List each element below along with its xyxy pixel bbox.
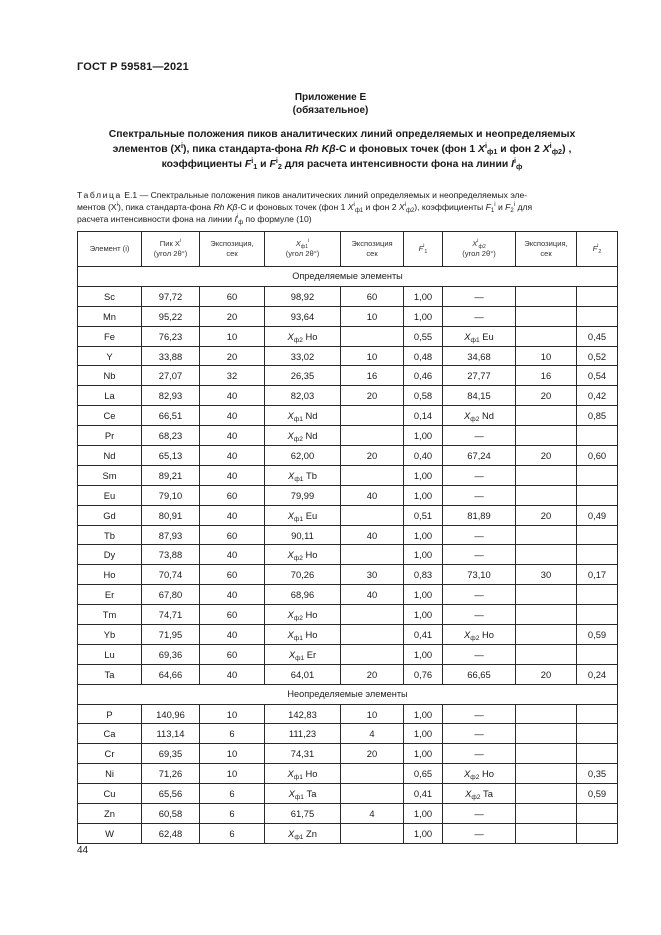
table-cell: 0,65 [404, 764, 443, 784]
caption-line-2: ментов $(X^i)$, пика стандарта-фона Rh Kβ-C и фоновых точек (фон 1 $X^i_{ф1}$ и фон 2 $X^i_{ф2}$), коэффициенты $F_1^i$ и $F_2^i$ для [77, 202, 533, 214]
table-cell: 20 [341, 386, 404, 406]
table-cell: 1,00 [404, 485, 443, 505]
table-cell: 20 [516, 505, 577, 525]
table-cell: 20 [341, 744, 404, 764]
table-cell: 0,14 [404, 406, 443, 426]
table-cell: P [78, 704, 142, 724]
table-cell: — [443, 525, 516, 545]
table-cell: Cr [78, 744, 142, 764]
table-cell [577, 545, 618, 565]
table-cell: 0,58 [404, 386, 443, 406]
table-cell: 16 [341, 366, 404, 386]
table-row [78, 346, 618, 366]
table-cell: 1,00 [404, 585, 443, 605]
table-cell: 0,45 [577, 326, 618, 346]
table-cell: — [443, 485, 516, 505]
table-cell: 64,66 [142, 664, 200, 684]
table-cell: 82,03 [265, 386, 341, 406]
table-cell [516, 704, 577, 724]
table-cell [516, 426, 577, 446]
table-cell: 60 [200, 286, 265, 306]
table-cell [516, 525, 577, 545]
table-cell: 66,51 [142, 406, 200, 426]
table-row [78, 386, 618, 406]
table-cell: 111,23 [265, 724, 341, 744]
table-cell: 0,41 [404, 784, 443, 804]
table-cell: 1,00 [404, 644, 443, 664]
table-row [78, 764, 618, 784]
table-cell: 74,71 [142, 605, 200, 625]
table-cell: — [443, 704, 516, 724]
table-cell: 68,96 [265, 585, 341, 605]
table-cell: 82,93 [142, 386, 200, 406]
table-cell: — [443, 605, 516, 625]
table-cell [516, 823, 577, 843]
table-cell: 6 [200, 804, 265, 824]
table-cell: 70,26 [265, 565, 341, 585]
col-bg1: $X_{ф1}^i$ (угол 2θ°) [265, 232, 341, 267]
table-cell: 10 [516, 346, 577, 366]
table-cell: — [443, 426, 516, 446]
table-cell: 0,59 [577, 625, 618, 645]
appendix-heading [0, 91, 661, 117]
caption-line-3: расчета интенсивности фона на линии $I^i_ф$ по формуле (10) [77, 214, 312, 226]
table-cell: Nb [78, 366, 142, 386]
table-cell: $X_{ф1}$ Nd [265, 406, 341, 426]
col-bg2: $X^i_{ф2}$ (угол 2θ°) [443, 232, 516, 267]
table-cell: — [443, 823, 516, 843]
table-row [78, 286, 618, 306]
table-cell: Eu [78, 485, 142, 505]
table-cell: $X_{ф1}$ Ho [265, 764, 341, 784]
table-cell [516, 724, 577, 744]
table-cell: 74,31 [265, 744, 341, 764]
table-cell: — [443, 724, 516, 744]
table-cell: 32 [200, 366, 265, 386]
table-cell [341, 465, 404, 485]
table-cell: 81,89 [443, 505, 516, 525]
table-cell: 60 [341, 286, 404, 306]
table-cell: 60 [200, 644, 265, 664]
table-cell: 0,55 [404, 326, 443, 346]
table-cell [577, 804, 618, 824]
table-cell: 1,00 [404, 525, 443, 545]
table-cell: 10 [200, 764, 265, 784]
table-cell [516, 605, 577, 625]
table-cell: 79,99 [265, 485, 341, 505]
table-row [78, 625, 618, 645]
table-cell: 30 [341, 565, 404, 585]
table-cell [577, 605, 618, 625]
table-cell: 27,07 [142, 366, 200, 386]
table-row [78, 545, 618, 565]
table-cell: La [78, 386, 142, 406]
table-cell: 40 [200, 664, 265, 684]
table-cell: 1,00 [404, 426, 443, 446]
table-cell: 60 [200, 565, 265, 585]
table-cell: 60,58 [142, 804, 200, 824]
table-cell: 40 [200, 465, 265, 485]
table-cell: — [443, 465, 516, 485]
col-exposure-2: Экспозиция сек [341, 232, 404, 267]
table-caption [77, 189, 617, 225]
table-cell: — [443, 545, 516, 565]
table-row [78, 744, 618, 764]
table-cell: 10 [200, 326, 265, 346]
table-cell: 20 [341, 446, 404, 466]
table-cell: Ca [78, 724, 142, 744]
table-cell: 0,60 [577, 446, 618, 466]
table-cell [516, 286, 577, 306]
table-cell: $X_{ф2}$ Ho [265, 545, 341, 565]
table-row [78, 525, 618, 545]
table-cell: Tm [78, 605, 142, 625]
table-cell [341, 326, 404, 346]
table-cell: $X_{ф2}$ Ta [443, 784, 516, 804]
table-cell: Pr [78, 426, 142, 446]
table-cell: 33,02 [265, 346, 341, 366]
table-row [78, 823, 618, 843]
page-number: 44 [77, 845, 89, 856]
table-cell [516, 485, 577, 505]
table-cell [577, 585, 618, 605]
table-cell: 65,56 [142, 784, 200, 804]
table-cell: — [443, 644, 516, 664]
table-cell: 10 [341, 704, 404, 724]
col-f2: $F^i_2$ [577, 232, 618, 267]
table-cell: 1,00 [404, 286, 443, 306]
table-cell [577, 485, 618, 505]
table-cell: 1,00 [404, 465, 443, 485]
table-cell: Nd [78, 446, 142, 466]
table-cell: 89,21 [142, 465, 200, 485]
standard-number: ГОСТ Р 59581—2021 [77, 61, 189, 73]
table-cell [516, 744, 577, 764]
table-cell: 62,00 [265, 446, 341, 466]
table-cell [341, 426, 404, 446]
table-cell: 69,36 [142, 644, 200, 664]
table-row [78, 366, 618, 386]
table-cell: 98,92 [265, 286, 341, 306]
table-cell: 20 [516, 446, 577, 466]
appendix-note: (обязательное) [292, 105, 369, 116]
table-cell: 26,35 [265, 366, 341, 386]
table-cell [341, 625, 404, 645]
table-cell: Ho [78, 565, 142, 585]
table-row [78, 804, 618, 824]
table-cell: 0,24 [577, 664, 618, 684]
table-cell [577, 744, 618, 764]
table-cell: 10 [341, 306, 404, 326]
table-cell: 140,96 [142, 704, 200, 724]
table-cell: W [78, 823, 142, 843]
table-cell: Mn [78, 306, 142, 326]
table-cell: — [443, 585, 516, 605]
table-row [78, 605, 618, 625]
table-cell: $X_{ф2}$ Ho [265, 605, 341, 625]
col-f1: $F^i_1$ [404, 232, 443, 267]
table-cell: 67,80 [142, 585, 200, 605]
table-row [78, 784, 618, 804]
table-cell: 71,95 [142, 625, 200, 645]
table-cell: 0,40 [404, 446, 443, 466]
table-cell: 65,13 [142, 446, 200, 466]
table-cell: Er [78, 585, 142, 605]
table-cell: 0,85 [577, 406, 618, 426]
table-cell: 40 [341, 485, 404, 505]
table-cell [341, 605, 404, 625]
table-cell: 27,77 [443, 366, 516, 386]
table-cell [577, 724, 618, 744]
table-cell: 0,49 [577, 505, 618, 525]
table-cell: Sm [78, 465, 142, 485]
table-cell: 40 [200, 426, 265, 446]
table-cell: 1,00 [404, 823, 443, 843]
table-cell: $X_{ф2}$ Ho [443, 625, 516, 645]
table-cell: 0,48 [404, 346, 443, 366]
table-cell: 40 [200, 406, 265, 426]
table-cell: 62,48 [142, 823, 200, 843]
table-row [78, 505, 618, 525]
table-cell: $X_{ф1}$ Eu [443, 326, 516, 346]
table-cell: 97,72 [142, 286, 200, 306]
col-exposure-1: Экспозиция, сек [200, 232, 265, 267]
table-cell: 1,00 [404, 306, 443, 326]
table-cell: 1,00 [404, 724, 443, 744]
table-cell: 66,65 [443, 664, 516, 684]
table-cell: 0,83 [404, 565, 443, 585]
table-cell [341, 823, 404, 843]
caption-line-1: Таблица Е.1 — Спектральные положения пиков аналитических линий определяемых и неопределяемых эле- [77, 190, 528, 200]
table-cell: $X_{ф2}$ Nd [265, 426, 341, 446]
table-row [78, 406, 618, 426]
table-cell: 70,74 [142, 565, 200, 585]
table-cell: 61,75 [265, 804, 341, 824]
table-cell: $X_{ф1}$ Ho [265, 625, 341, 645]
table-cell: 0,76 [404, 664, 443, 684]
table-cell: 0,46 [404, 366, 443, 386]
table-row [78, 465, 618, 485]
table-row [78, 446, 618, 466]
table-cell: Ce [78, 406, 142, 426]
section-title: Определяемые элементы [78, 267, 618, 287]
table-cell: 73,10 [443, 565, 516, 585]
table-cell: 84,15 [443, 386, 516, 406]
appendix-subject [77, 127, 607, 172]
table-cell: 20 [516, 386, 577, 406]
table-cell: — [443, 306, 516, 326]
table-cell: Yb [78, 625, 142, 645]
table-cell: 10 [200, 744, 265, 764]
table-body [78, 267, 618, 844]
subject-line-1: Спектральные положения пиков аналитических линий определяемых и неопределяемых [108, 129, 576, 140]
table-cell [577, 704, 618, 724]
table-cell: 60 [200, 525, 265, 545]
table-cell: 1,00 [404, 605, 443, 625]
table-cell [341, 406, 404, 426]
table-cell: 4 [341, 804, 404, 824]
table-cell: Dy [78, 545, 142, 565]
table-cell: 64,01 [265, 664, 341, 684]
table-cell: Ni [78, 764, 142, 784]
table-cell: Gd [78, 505, 142, 525]
table-cell [516, 784, 577, 804]
table-row [78, 565, 618, 585]
table-cell: 6 [200, 823, 265, 843]
table-cell: 0,35 [577, 764, 618, 784]
table-cell: $X_{ф1}$ Zn [265, 823, 341, 843]
table-cell: $X_{ф2}$ Ho [265, 326, 341, 346]
table-cell: $X_{ф1}$ Er [265, 644, 341, 664]
table-cell [341, 644, 404, 664]
table-cell: 1,00 [404, 744, 443, 764]
table-cell: 69,35 [142, 744, 200, 764]
table-cell: — [443, 744, 516, 764]
table-cell: Cu [78, 784, 142, 804]
table-cell: Sc [78, 286, 142, 306]
table-cell: Zn [78, 804, 142, 824]
table-cell: — [443, 286, 516, 306]
table-cell: 40 [200, 545, 265, 565]
table-cell: $X_{ф2}$ Nd [443, 406, 516, 426]
table-row [78, 664, 618, 684]
table-cell [341, 764, 404, 784]
col-exposure-3: Экспозиция, сек [516, 232, 577, 267]
table-cell: 87,93 [142, 525, 200, 545]
table-cell: 40 [200, 446, 265, 466]
table-cell: Y [78, 346, 142, 366]
table-cell: 0,59 [577, 784, 618, 804]
table-cell: 79,10 [142, 485, 200, 505]
table-cell: 95,22 [142, 306, 200, 326]
table-cell: 20 [341, 664, 404, 684]
col-peak: Пик $X^i$ (угол 2θ°) [142, 232, 200, 267]
table-row [78, 585, 618, 605]
table-cell: 40 [341, 585, 404, 605]
table-cell [341, 784, 404, 804]
table-cell: 1,00 [404, 704, 443, 724]
table-row [78, 724, 618, 744]
table-cell [516, 585, 577, 605]
table-cell: 142,83 [265, 704, 341, 724]
table-cell: 20 [516, 664, 577, 684]
table-cell [577, 525, 618, 545]
table-cell: 93,64 [265, 306, 341, 326]
subject-line-3: коэффициенты $F^i_1$ и $F^i_2$ для расчета интенсивности фона на линии $I^i_ф$ [161, 156, 523, 171]
table-cell: $X_{ф1}$ Tb [265, 465, 341, 485]
table-header-row [78, 232, 618, 267]
table-cell: 40 [200, 386, 265, 406]
table-cell: 4 [341, 724, 404, 744]
table-cell: 0,17 [577, 565, 618, 585]
section-header-row [78, 684, 618, 704]
table-cell: 16 [516, 366, 577, 386]
table-cell: 73,88 [142, 545, 200, 565]
table-cell [516, 625, 577, 645]
table-cell [341, 505, 404, 525]
table-cell [577, 465, 618, 485]
table-cell: 20 [200, 346, 265, 366]
table-cell [341, 545, 404, 565]
table-cell: 76,23 [142, 326, 200, 346]
col-element: Элемент (i) [78, 232, 142, 267]
table-cell: 67,24 [443, 446, 516, 466]
table-cell: 90,11 [265, 525, 341, 545]
table-row [78, 485, 618, 505]
table-cell: 10 [341, 346, 404, 366]
appendix-title: Приложение Е [294, 92, 367, 103]
table-row [78, 704, 618, 724]
section-header-row [78, 267, 618, 287]
table-cell [516, 804, 577, 824]
table-cell: 113,14 [142, 724, 200, 744]
table-cell: 60 [200, 485, 265, 505]
subject-line-2: элементов $(X^i)$, пика стандарта-фона Rh Kβ-C и фоновых точек (фон 1 $X^i_{ф1}$ и фон 2 $X^i_{ф2}$) , [112, 141, 572, 156]
table-cell: 40 [200, 505, 265, 525]
table-cell [516, 545, 577, 565]
table-cell: 60 [200, 605, 265, 625]
table-cell: 0,51 [404, 505, 443, 525]
table-cell: 71,26 [142, 764, 200, 784]
table-cell: — [443, 804, 516, 824]
table-cell: 1,00 [404, 804, 443, 824]
table-cell: 68,23 [142, 426, 200, 446]
table-cell: 34,68 [443, 346, 516, 366]
table-cell: 6 [200, 724, 265, 744]
table-cell [577, 644, 618, 664]
table-row [78, 326, 618, 346]
table-cell [516, 644, 577, 664]
table-cell: $X_{ф1}$ Ta [265, 784, 341, 804]
table-cell: 40 [200, 625, 265, 645]
table-cell [516, 465, 577, 485]
table-cell: 0,54 [577, 366, 618, 386]
table-cell [516, 306, 577, 326]
table-cell: Ta [78, 664, 142, 684]
table-row [78, 644, 618, 664]
table-cell [516, 326, 577, 346]
spectral-positions-table [77, 231, 618, 844]
table-row [78, 426, 618, 446]
section-title: Неопределяемые элементы [78, 684, 618, 704]
table-cell: $X_{ф1}$ Eu [265, 505, 341, 525]
table-cell: 10 [200, 704, 265, 724]
table-cell: Fe [78, 326, 142, 346]
table-cell [577, 286, 618, 306]
table-cell [516, 406, 577, 426]
table-cell: 0,52 [577, 346, 618, 366]
table-cell: 20 [200, 306, 265, 326]
table-cell: 33,88 [142, 346, 200, 366]
table-cell: 40 [341, 525, 404, 545]
table-cell: Tb [78, 525, 142, 545]
table-cell: Lu [78, 644, 142, 664]
table-cell [577, 426, 618, 446]
table-cell [577, 306, 618, 326]
table-cell: 1,00 [404, 545, 443, 565]
table-cell: 40 [200, 585, 265, 605]
table-cell [577, 823, 618, 843]
table-cell: 30 [516, 565, 577, 585]
table-cell [516, 764, 577, 784]
table-row [78, 306, 618, 326]
table-cell: 0,41 [404, 625, 443, 645]
table-cell: 6 [200, 784, 265, 804]
table-cell: 0,42 [577, 386, 618, 406]
table-cell: 80,91 [142, 505, 200, 525]
table-cell: $X_{ф2}$ Ho [443, 764, 516, 784]
